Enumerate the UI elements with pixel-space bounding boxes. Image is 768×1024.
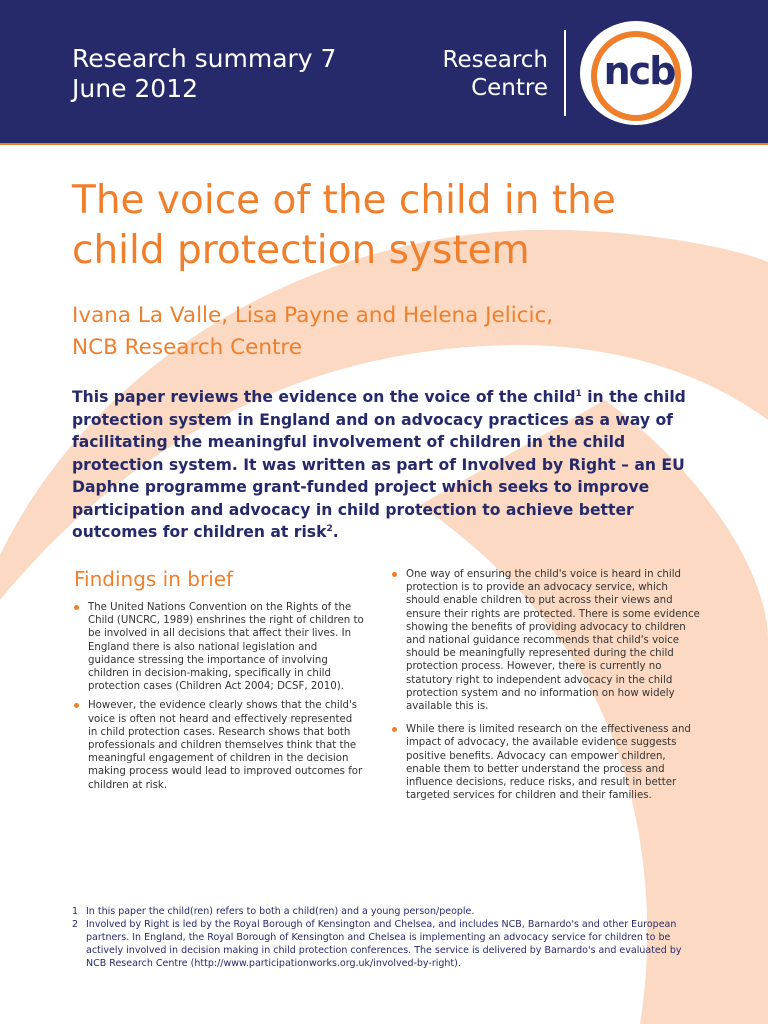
findings-right-column [392, 568, 702, 808]
intro-paragraph [72, 386, 702, 544]
footnote-text: In this paper the child(ren) refers to both a child(ren) and a young person/people. [86, 906, 475, 917]
footnote-1 [72, 905, 692, 918]
series-number: Research summary 7 [72, 44, 337, 73]
bullet-dot-icon [392, 572, 397, 577]
footnotes [72, 905, 692, 970]
finding-text: While there is limited research on the effectiveness and impact of advocacy, the available evidence suggests positive benefits. Advocacy can empower children, enable them to better understand the process and influence decisions, reduce risks, and result in better targeted services for children and their families. [406, 724, 691, 802]
centre-line-1: Research [442, 47, 548, 73]
findings-left-column [74, 601, 364, 798]
page-title: The voice of the child in the child protection system [72, 178, 616, 273]
authors-names: Ivana La Valle, Lisa Payne and Helena Jelicic, [72, 303, 554, 328]
logo-text: ncb [603, 49, 675, 93]
footnote-2 [72, 918, 692, 970]
series-date: June 2012 [72, 74, 199, 103]
bullet-dot-icon [74, 605, 79, 610]
footnote-ref-1: 1 [575, 388, 582, 399]
intro-text-2: in the child protection system in England and on advocacy practices as a way of facilitating the meaningful involvement of children in the child protection system. It was written as part of Involved by Right – an EU Daphne programme grant-funded project which seeks to improve participation and advocacy in child protection to achieve better outcomes for children at risk [72, 388, 686, 541]
intro-text-3: . [332, 523, 339, 541]
finding-text: However, the evidence clearly shows that the child's voice is often not heard and effectively represented in child protection cases. Research shows that both professionals and children themselves think that the meaningful engagement of children in the decision making process would lead to improved outcomes for children at risk. [88, 700, 363, 791]
finding-item [392, 723, 702, 802]
footnote-ref-2: 2 [326, 523, 333, 534]
intro-text-1: This paper reviews the evidence on the voice of the child [72, 388, 576, 406]
finding-item [74, 601, 364, 693]
finding-text: One way of ensuring the child's voice is heard in child protection is to provide an advocacy service, which should enable children to put across their views and ensure their rights are protected. There is some evidence showing the benefits of providing advocacy to children and national guidance recommends that child's voice should be meaningfully represented during the child protection process. However, there is currently no statutory right to independent advocacy in the child protection system and no information on how widely available this is. [406, 569, 700, 713]
authors-affiliation: NCB Research Centre [72, 335, 303, 360]
bullet-dot-icon [392, 727, 397, 732]
bullet-dot-icon [74, 703, 79, 708]
findings-heading: Findings in brief [74, 567, 234, 591]
finding-item [392, 568, 702, 713]
centre-line-2: Centre [471, 75, 548, 101]
authors [72, 300, 712, 364]
finding-text: The United Nations Convention on the Rights of the Child (UNCRC, 1989) enshrines the right of children to be involved in all decisions that affect their lives. In England there is also national legislation and guidance stressing the importance of involving children in decision-making, specifically in child protection cases (Children Act 2004; DCSF, 2010). [88, 602, 364, 693]
finding-item [74, 699, 364, 791]
footnote-text: Involved by Right is led by the Royal Borough of Kensington and Chelsea, and includes NCB, Barnardo's and other European partners. In England, the Royal Borough of Kensington and Chelsea is implementing an advocacy service for children to be actively involved in decision making in child protection conferences. The service is delivered by Barnardo's and evaluated by NCB Research Centre (http://www.participationworks.org.uk/involved-by-right). [86, 919, 682, 969]
footnote-number: 2 [72, 919, 79, 930]
footnote-number: 1 [72, 906, 79, 917]
